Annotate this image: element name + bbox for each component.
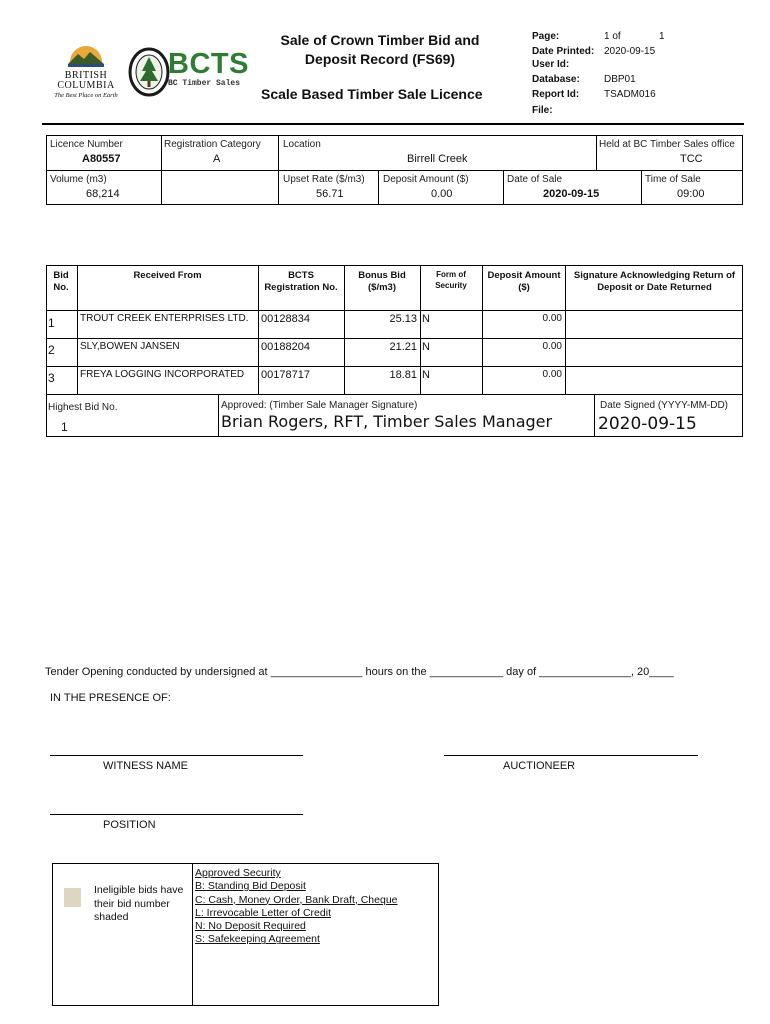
witness-signature-line[interactable]	[50, 755, 303, 756]
registration-category-label: Registration Category	[164, 139, 261, 150]
bids-header-signature: Signature Acknowledging Return of Deposit or Date Returned	[573, 270, 736, 293]
approved-label: Approved: (Timber Sale Manager Signature)	[221, 400, 418, 411]
bid-security: N	[422, 313, 430, 325]
bids-header-bid-no: Bid No.	[53, 270, 69, 293]
date-of-sale: 2020-09-15	[543, 188, 600, 200]
bid-bonus: 21.21	[389, 341, 417, 353]
bc-logo-line1: BRITISH	[64, 70, 108, 81]
legend-item: L: Irrevocable Letter of Credit	[195, 906, 331, 919]
bid-bonus: 18.81	[389, 369, 417, 381]
meta-date-printed-value: 2020-09-15	[604, 46, 656, 57]
form-subtitle: Scale Based Timber Sale Licence	[261, 86, 483, 102]
bcts-logo-sub: BC Timber Sales	[168, 79, 241, 88]
bc-logo-line2: COLUMBIA	[57, 80, 115, 91]
location: Birrell Creek	[407, 153, 468, 165]
volume: 68,214	[86, 188, 120, 200]
bid-bonus: 25.13	[389, 313, 417, 325]
licence-col-divider	[378, 170, 379, 205]
bid-security: N	[422, 341, 430, 353]
bid-received-from: FREYA LOGGING INCORPORATED	[80, 369, 245, 380]
upset-rate-label: Upset Rate ($/m3)	[283, 174, 365, 185]
legend-item: Approved Security	[195, 867, 281, 879]
bid-deposit: 0.00	[542, 313, 562, 324]
licence-col-divider	[503, 170, 504, 205]
bc-logo	[48, 42, 124, 102]
bid-deposit: 0.00	[542, 369, 562, 380]
report-meta	[532, 29, 732, 119]
licence-col-divider	[596, 135, 597, 170]
meta-user-id-label: User Id:	[532, 59, 570, 70]
shaded-swatch	[64, 888, 81, 907]
deposit-amount: 0.00	[431, 188, 453, 200]
licence-row-divider	[46, 170, 743, 171]
bids-header-received-from: Received From	[133, 270, 202, 281]
meta-report-id-value: TSADM016	[604, 89, 656, 100]
volume-label: Volume (m3)	[50, 174, 107, 185]
meta-database-label: Database:	[532, 74, 580, 85]
presence-text: IN THE PRESENCE OF:	[50, 692, 171, 704]
bcts-logo-text: BCTS	[168, 48, 249, 80]
bid-no: 3	[48, 371, 55, 385]
deposit-amount-label: Deposit Amount ($)	[383, 174, 469, 185]
licence-number: A80557	[82, 153, 121, 165]
bids-header-bcts-reg: BCTS Registration No.	[264, 270, 338, 293]
meta-page-label: Page:	[532, 31, 560, 42]
shaded-note: Ineligible bids have their bid number shaded	[94, 884, 184, 923]
approved-signature: Brian Rogers, RFT, Timber Sales Manager	[221, 412, 553, 431]
bid-deposit: 0.00	[542, 341, 562, 352]
bids-header-bonus-bid: Bonus Bid ($/m3)	[358, 270, 406, 293]
licence-col-divider	[161, 135, 162, 205]
bid-security: N	[422, 369, 430, 381]
meta-page-value: 1 of	[604, 31, 621, 42]
office: TCC	[680, 153, 703, 165]
office-label: Held at BC Timber Sales office	[599, 139, 735, 150]
table-row	[46, 367, 743, 394]
legend-item: C: Cash, Money Order, Bank Draft, Cheque	[195, 893, 398, 906]
header-rule	[42, 123, 744, 125]
registration-category: A	[213, 153, 221, 165]
highest-bid: 1	[61, 420, 68, 434]
meta-page-total: 1	[659, 31, 665, 42]
legend-item: B: Standing Bid Deposit	[195, 880, 306, 893]
witness-label: WITNESS NAME	[103, 760, 188, 772]
legend-divider	[192, 863, 193, 1006]
bc-logo-tagline: The Best Place on Earth	[54, 92, 118, 99]
bid-received-from: TROUT CREEK ENTERPRISES LTD.	[80, 313, 249, 324]
bcts-logo	[128, 47, 248, 99]
meta-file-label: File:	[532, 105, 553, 116]
form-title-line2: Deposit Record (FS69)	[304, 51, 456, 67]
bid-bcts-reg: 00128834	[261, 313, 310, 325]
time-of-sale: 09:00	[677, 188, 705, 200]
highest-bid-label: Highest Bid No.	[48, 402, 118, 413]
form-title-line1: Sale of Crown Timber Bid and	[280, 32, 480, 48]
security-legend	[195, 867, 435, 947]
forest-seal-icon	[128, 47, 170, 97]
table-row	[46, 339, 743, 366]
approval-col-divider	[594, 395, 595, 437]
form-title	[262, 31, 498, 69]
bid-received-from: SLY,BOWEN JANSEN	[80, 341, 180, 352]
bid-no: 2	[48, 343, 55, 357]
location-label: Location	[283, 139, 321, 150]
auctioneer-label: AUCTIONEER	[503, 760, 576, 772]
auctioneer-signature-line[interactable]	[444, 755, 698, 756]
upset-rate: 56.71	[316, 188, 344, 200]
approval-col-divider	[218, 395, 219, 437]
legend-item: N: No Deposit Required	[195, 920, 306, 933]
meta-date-printed-label: Date Printed:	[532, 46, 595, 57]
date-of-sale-label: Date of Sale	[507, 174, 563, 185]
meta-database-value: DBP01	[604, 74, 636, 85]
bid-no: 1	[48, 316, 55, 330]
time-of-sale-label: Time of Sale	[645, 174, 701, 185]
bc-sun-mountain-icon	[66, 42, 106, 68]
legend-item: S: Safekeeping Agreement	[195, 933, 320, 946]
meta-report-id-label: Report Id:	[532, 89, 580, 100]
date-signed: 2020-09-15	[598, 414, 697, 434]
position-label: POSITION	[103, 819, 156, 831]
bid-bcts-reg: 00178717	[261, 369, 310, 381]
bids-header-deposit-amount: Deposit Amount ($)	[487, 270, 561, 293]
date-signed-label: Date Signed (YYYY-MM-DD)	[600, 400, 729, 411]
licence-number-label: Licence Number	[50, 139, 123, 150]
bids-header-form-of-security: Form of Security	[435, 270, 467, 290]
licence-col-divider	[641, 170, 642, 205]
position-signature-line[interactable]	[50, 814, 303, 815]
table-row	[46, 311, 743, 338]
licence-col-divider	[278, 135, 279, 205]
tender-text: Tender Opening conducted by undersigned at _______________ hours on the ____________ day of _______________, 20____	[45, 666, 674, 678]
bid-bcts-reg: 00188204	[261, 341, 310, 353]
